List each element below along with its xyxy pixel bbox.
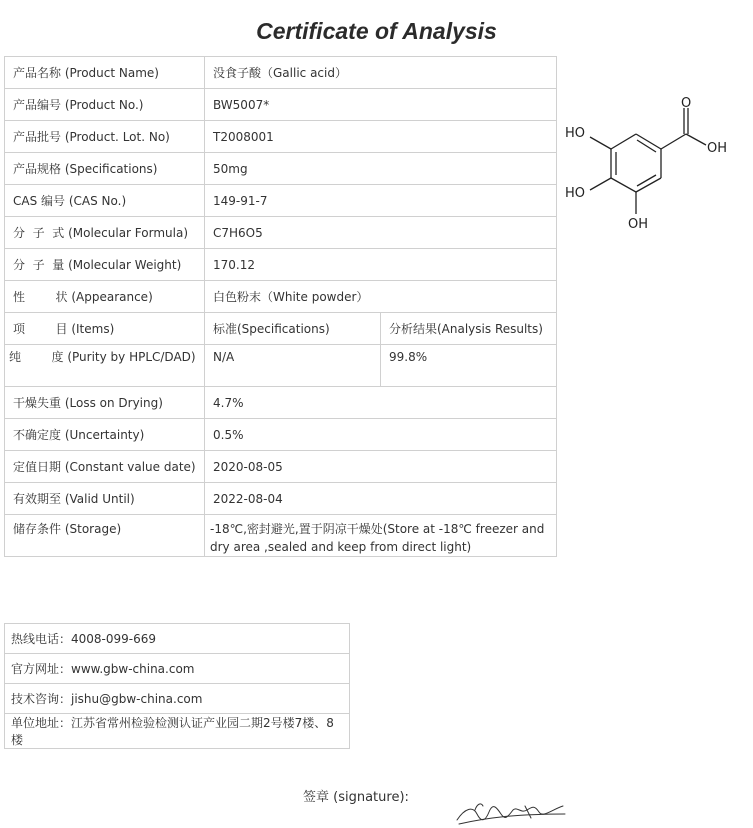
row-label: 分 子 式 (Molecular Formula)	[5, 217, 205, 249]
table-row	[5, 153, 557, 185]
row-label: 性 状 (Appearance)	[5, 281, 205, 313]
purity-label: 纯 度 (Purity by HPLC/DAD)	[5, 345, 205, 387]
row-value: BW5007*	[205, 89, 557, 121]
purity-spec: N/A	[205, 345, 381, 387]
contact-row	[5, 714, 350, 749]
row-label: 有效期至 (Valid Until)	[5, 483, 205, 515]
storage-row	[5, 515, 557, 557]
table-row	[5, 217, 557, 249]
table-row	[5, 451, 557, 483]
purity-row	[5, 345, 557, 387]
purity-result: 99.8%	[381, 345, 557, 387]
row-value: 0.5%	[205, 419, 557, 451]
row-value: 170.12	[205, 249, 557, 281]
row-value: 2022-08-04	[205, 483, 557, 515]
items-label: 项 目 (Items)	[5, 313, 205, 345]
oxygen-label: O	[681, 96, 692, 111]
row-value: T2008001	[205, 121, 557, 153]
table-row	[5, 121, 557, 153]
table-row	[5, 281, 557, 313]
table-row	[5, 387, 557, 419]
contact-row	[5, 624, 350, 654]
handwritten-signature	[455, 800, 567, 828]
table-row	[5, 185, 557, 217]
row-value: 50mg	[205, 153, 557, 185]
row-label: 不确定度 (Uncertainty)	[5, 419, 205, 451]
spec-header: 标准(Specifications)	[205, 313, 381, 345]
hotline-text: 热线电话：4008-099-669	[5, 624, 350, 654]
document-title: Certificate of Analysis	[256, 18, 497, 44]
result-header: 分析结果(Analysis Results)	[381, 313, 557, 345]
contact-row	[5, 684, 350, 714]
row-value: 没食子酸（Gallic acid）	[205, 57, 557, 89]
table-row	[5, 483, 557, 515]
row-label: 干燥失重 (Loss on Drying)	[5, 387, 205, 419]
table-row	[5, 57, 557, 89]
hydroxyl-label: OH	[707, 141, 728, 156]
signature-label: 签章 (signature):	[303, 790, 409, 805]
table-row	[5, 89, 557, 121]
email-text: 技术咨询：jishu@gbw-china.com	[5, 684, 350, 714]
items-header-row	[5, 313, 557, 345]
contact-table	[4, 623, 350, 749]
row-value: 白色粉末（White powder）	[205, 281, 557, 313]
hydroxyl-label: HO	[565, 186, 586, 201]
row-value: 149-91-7	[205, 185, 557, 217]
hydroxyl-label: HO	[565, 126, 586, 141]
row-label: 产品批号 (Product. Lot. No)	[5, 121, 205, 153]
gallic-acid-structure	[560, 92, 740, 237]
analysis-table	[4, 56, 557, 557]
table-row	[5, 419, 557, 451]
row-label: 产品规格 (Specifications)	[5, 153, 205, 185]
row-label: 定值日期 (Constant value date)	[5, 451, 205, 483]
storage-label: 储存条件 (Storage)	[5, 515, 205, 557]
hydroxyl-label: OH	[628, 217, 649, 232]
row-label: CAS 编号 (CAS No.)	[5, 185, 205, 217]
address-text: 单位地址：江苏省常州检验检测认证产业园二期2号楼7楼、8楼	[5, 714, 350, 749]
table-row	[5, 249, 557, 281]
row-label: 产品编号 (Product No.)	[5, 89, 205, 121]
storage-value: -18℃,密封避光,置于阴凉干燥处(Store at -18℃ freezer and dry area ,sealed and keep from direct light)	[205, 515, 557, 557]
row-value: 2020-08-05	[205, 451, 557, 483]
row-value: 4.7%	[205, 387, 557, 419]
row-label: 产品名称 (Product Name)	[5, 57, 205, 89]
website-text: 官方网址：www.gbw-china.com	[5, 654, 350, 684]
contact-row	[5, 654, 350, 684]
row-label: 分 子 量 (Molecular Weight)	[5, 249, 205, 281]
row-value: C7H6O5	[205, 217, 557, 249]
